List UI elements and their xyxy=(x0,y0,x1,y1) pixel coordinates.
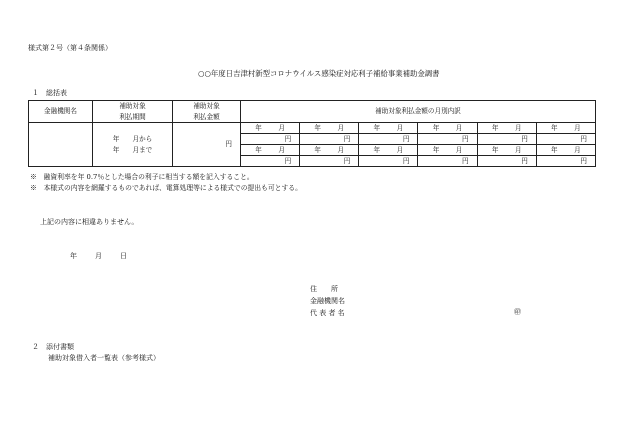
month-cell: 年 月 xyxy=(241,145,300,156)
month-cell: 年 月 xyxy=(418,145,477,156)
amount-yen-cell: 円 xyxy=(300,156,359,167)
date-month: 月 xyxy=(95,252,102,260)
amount-yen-cell: 円 xyxy=(418,156,477,167)
month-cell: 年 月 xyxy=(536,145,595,156)
summary-table xyxy=(28,100,596,167)
amount-yen-cell: 円 xyxy=(536,156,595,167)
section-attachments-heading: ２ 添付書類 xyxy=(32,343,74,351)
address-label: 住 所 xyxy=(310,285,338,293)
amount-yen-cell: 円 xyxy=(300,134,359,145)
header-amount xyxy=(173,101,241,123)
form-id: 様式第２号（第４条関係） xyxy=(28,44,112,52)
amount-yen-cell: 円 xyxy=(241,156,300,167)
header-period xyxy=(93,101,173,123)
note-1: ※ 融資利率を年 0.7％とした場合の利子に相当する額を記入すること。 xyxy=(30,173,254,181)
month-cell: 年 月 xyxy=(536,123,595,134)
note-2: ※ 本様式の内容を網羅するものであれば、電算処理等による様式での提出も可とする。 xyxy=(30,184,302,192)
date-line xyxy=(70,253,127,260)
table-row-month-1 xyxy=(29,123,596,134)
confirmation-text: 上記の内容に相違ありません。 xyxy=(40,218,139,226)
period-from: 年 月から xyxy=(112,135,153,144)
amount-yen-cell: 円 xyxy=(359,156,418,167)
seal-mark: ㊞ xyxy=(514,308,521,316)
section-summary-heading: １ 総括表 xyxy=(32,89,67,97)
amount-cell: 円 xyxy=(173,123,241,167)
amount-yen-cell: 円 xyxy=(477,134,536,145)
table-header-row xyxy=(29,101,596,123)
header-amount-line2: 利払金額 xyxy=(193,112,220,121)
month-cell: 年 月 xyxy=(359,145,418,156)
representative-label: 代 表 者 名 xyxy=(310,309,345,317)
period-to: 年 月まで xyxy=(112,145,153,154)
amount-yen-cell: 円 xyxy=(241,134,300,145)
month-cell: 年 月 xyxy=(477,145,536,156)
header-amount-line1: 補助対象 xyxy=(193,102,220,110)
amount-yen-cell: 円 xyxy=(536,134,595,145)
month-cell: 年 月 xyxy=(359,123,418,134)
header-breakdown: 補助対象利払金額の月別内訳 xyxy=(241,101,596,123)
attachment-item: 補助対象借入者一覧表（参考様式） xyxy=(48,354,160,362)
document-title: ○○年度日吉津村新型コロナウイルス感染症対応利子補給事業補助金調書 xyxy=(198,69,440,78)
month-cell: 年 月 xyxy=(477,123,536,134)
month-cell: 年 月 xyxy=(300,123,359,134)
bank-name-cell xyxy=(29,123,93,167)
date-year: 年 xyxy=(70,252,77,260)
month-cell: 年 月 xyxy=(300,145,359,156)
period-cell xyxy=(93,123,173,167)
bank-name-label: 金融機関名 xyxy=(310,297,345,305)
amount-yen-cell: 円 xyxy=(359,134,418,145)
month-cell: 年 月 xyxy=(418,123,477,134)
date-day: 日 xyxy=(120,252,127,260)
header-period-line2: 利払期間 xyxy=(119,112,146,121)
month-cell: 年 月 xyxy=(241,123,300,134)
header-period-line1: 補助対象 xyxy=(119,102,146,110)
amount-yen-cell: 円 xyxy=(477,156,536,167)
header-bank: 金融機関名 xyxy=(29,101,93,123)
amount-yen-cell: 円 xyxy=(418,134,477,145)
